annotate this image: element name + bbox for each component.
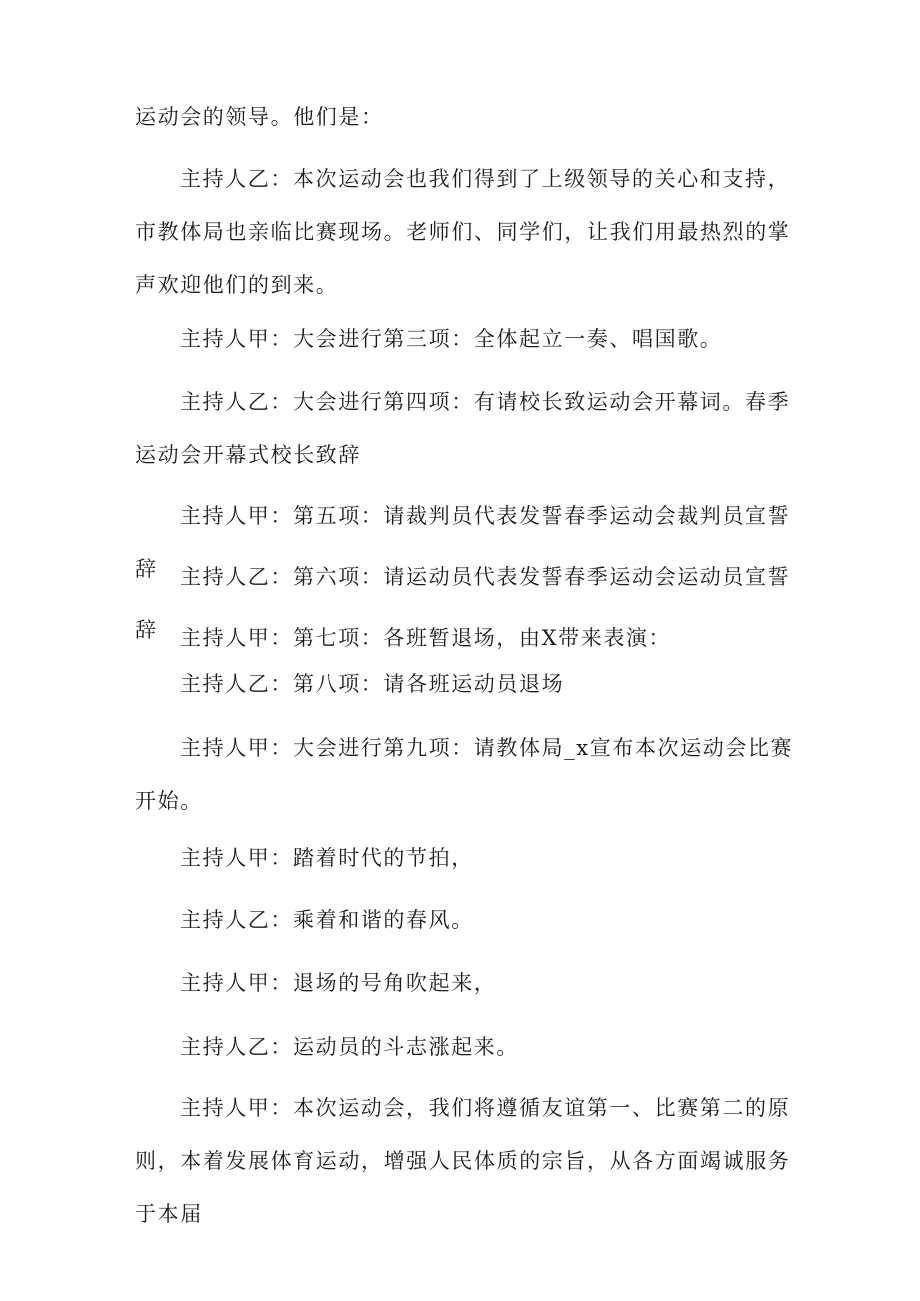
- paragraph-6: 主持人乙：第六项：请运动员代表发誓春季运动会运动员宣誓辞: [135, 565, 791, 642]
- paragraph-11: 主持人乙：乘着和谐的春风。: [180, 908, 474, 932]
- paragraph-9: 主持人甲：大会进行第九项：请教体局_x宣布本次运动会比赛开始。: [135, 736, 794, 813]
- paragraph-5: 主持人甲：第五项：请裁判员代表发誓春季运动会裁判员宣誓辞: [135, 504, 791, 581]
- paragraph-14: 主持人甲：本次运动会，我们将遵循友谊第一、比赛第二的原则，本着发展体育运动，增强人民体质的宗旨，从各方面竭诚服务于本届: [135, 1096, 791, 1226]
- paragraph-12: 主持人甲：退场的号角吹起来，: [180, 971, 497, 995]
- paragraph-13: 主持人乙：运动员的斗志涨起来。: [180, 1035, 519, 1059]
- paragraph-4: 主持人乙：大会进行第四项：有请校长致运动会开幕词。春季运动会开幕式校长致辞: [135, 390, 791, 467]
- paragraph-1: 运动会的领导。他们是：: [135, 105, 384, 129]
- paragraph-2: 主持人乙：本次运动会也我们得到了上级领导的关心和支持，市教体局也亲临比赛现场。老师们、同学们，让我们用最热烈的掌声欢迎他们的到来。: [135, 167, 791, 297]
- paragraph-3: 主持人甲：大会进行第三项：全体起立一奏、唱国歌。: [180, 327, 723, 351]
- paragraph-8: 主持人乙：第八项：请各班运动员退场: [180, 672, 565, 696]
- paragraph-7: 主持人甲：第七项：各班暂退场，由X带来表演：: [180, 626, 672, 650]
- paragraph-10: 主持人甲：踏着时代的节拍，: [180, 846, 474, 870]
